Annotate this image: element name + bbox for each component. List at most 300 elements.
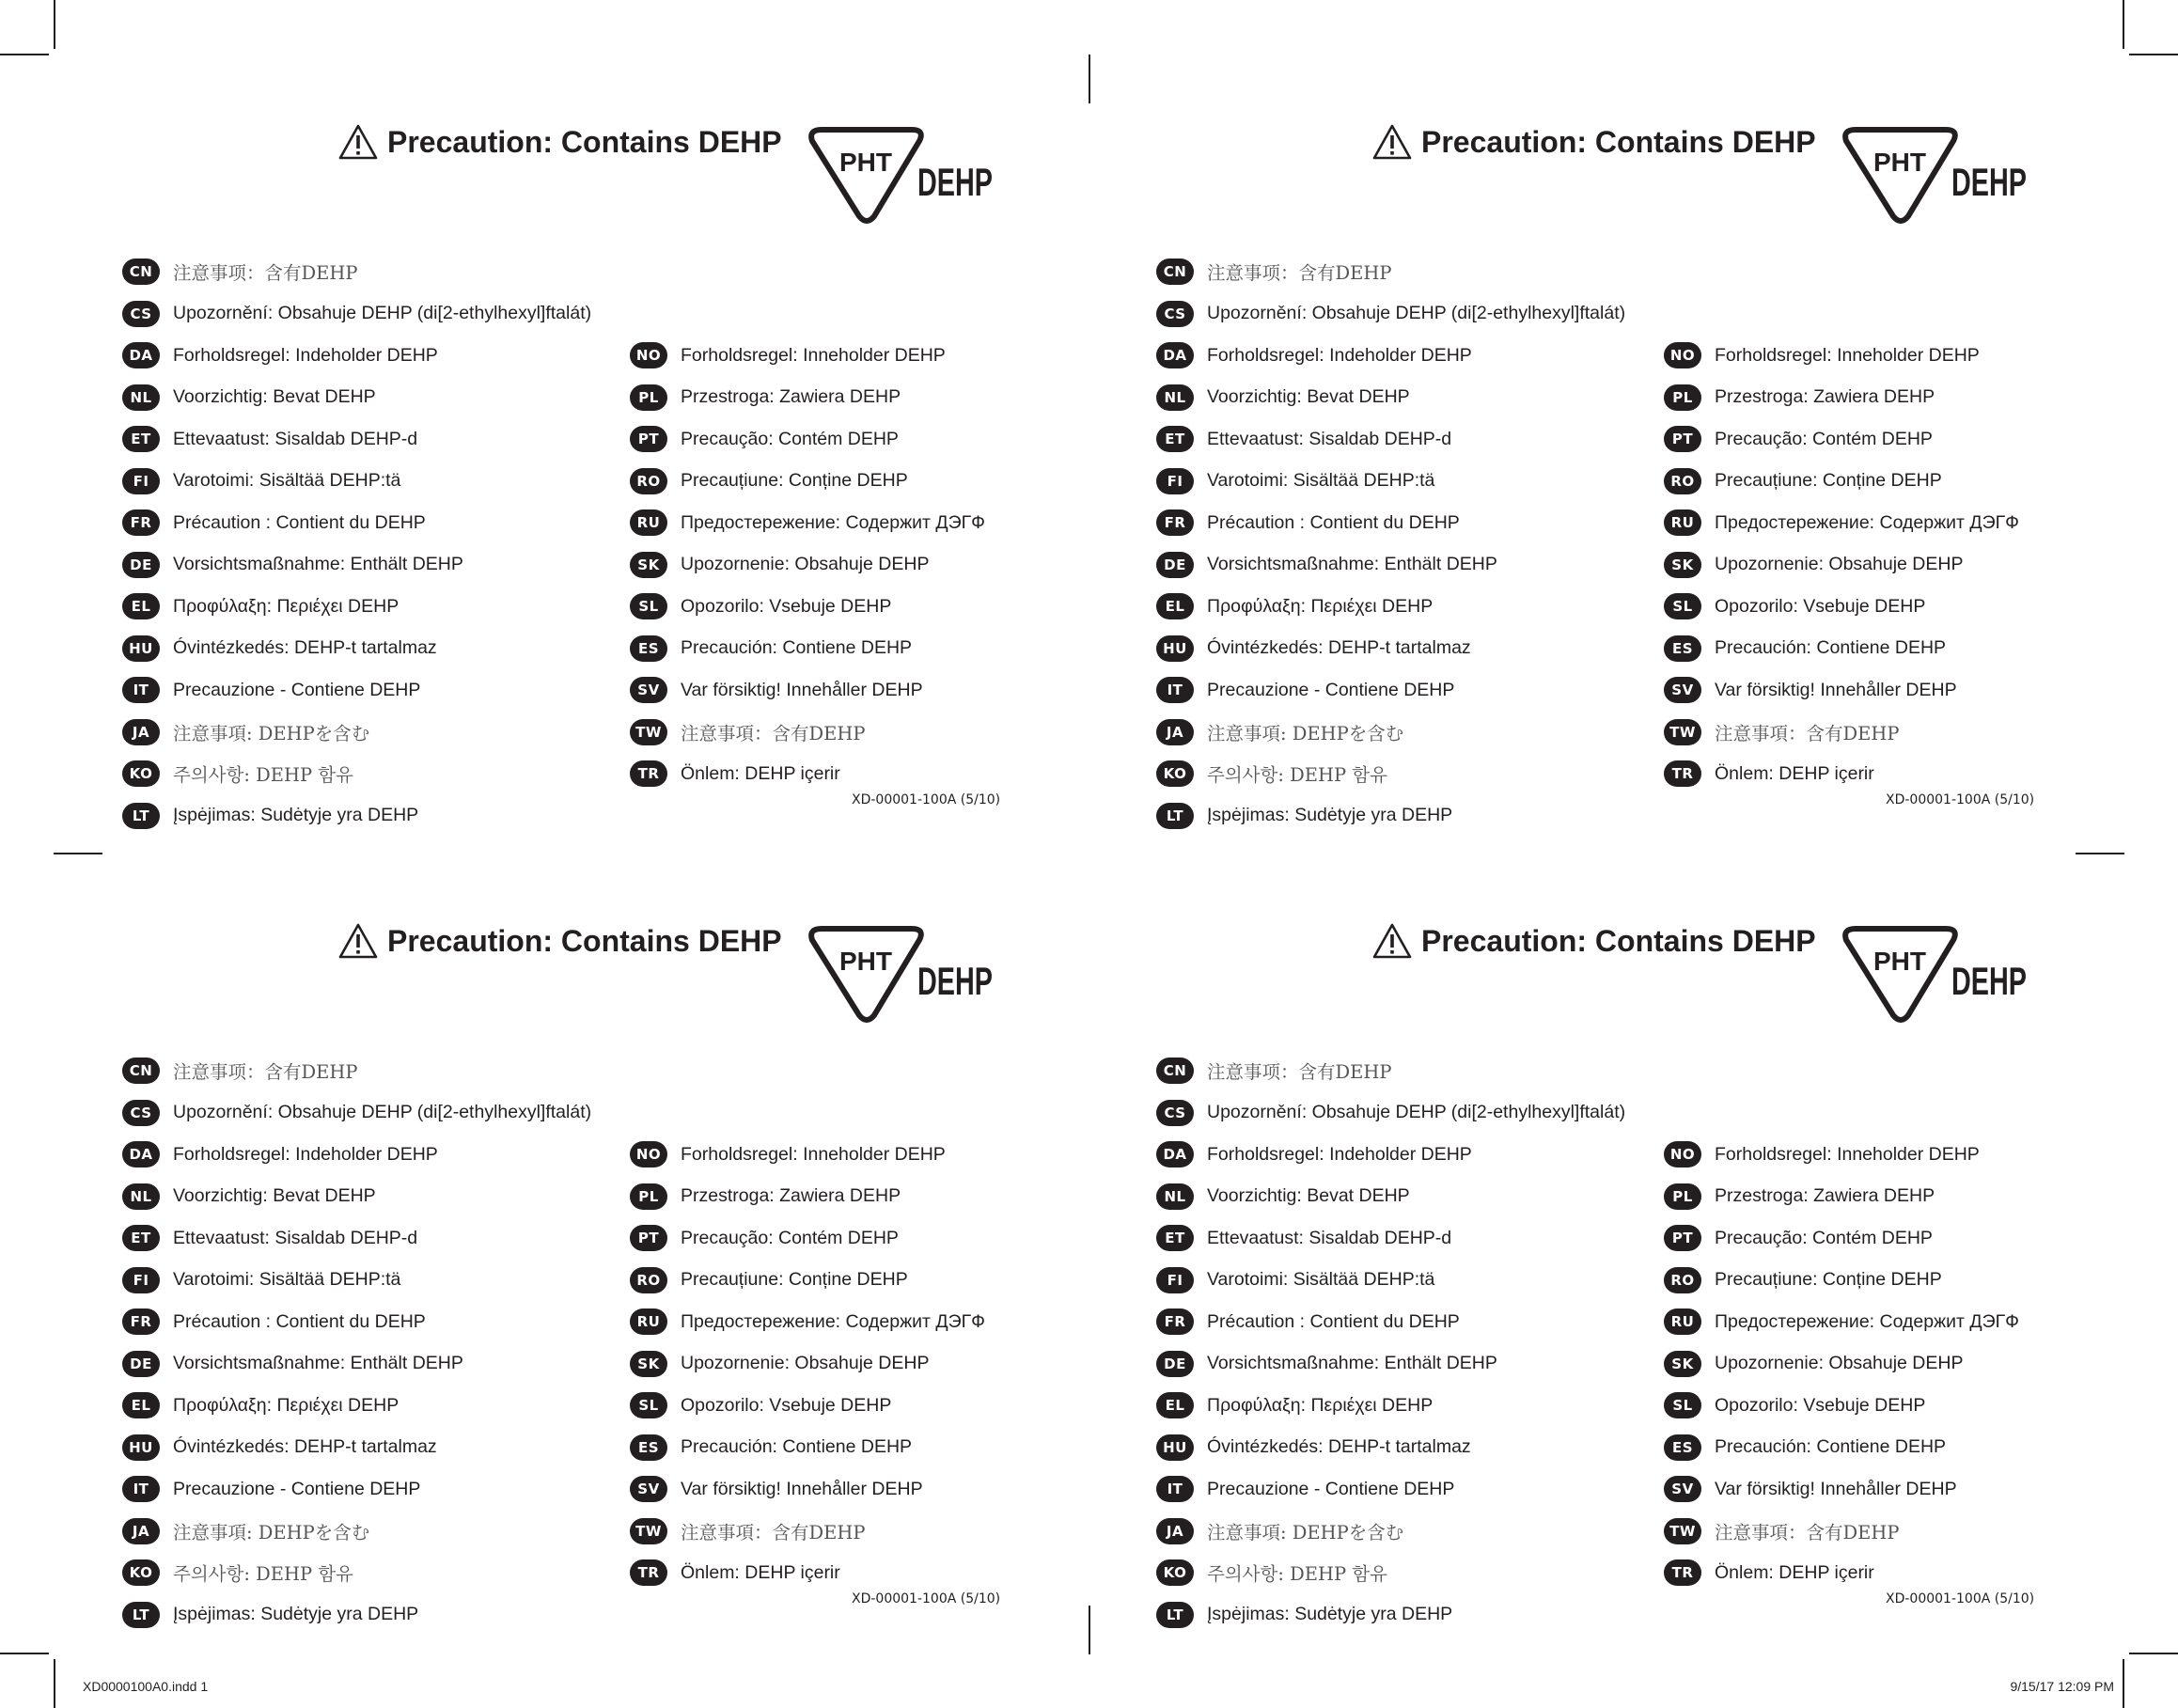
warning-row-lt — [1156, 1597, 1452, 1633]
warning-row-nl — [122, 1179, 376, 1214]
warning-text: Varotoimi: Sisältää DEHP:tä — [1207, 1269, 1435, 1290]
warning-row-ro — [630, 463, 908, 499]
warning-row-sk — [630, 547, 929, 583]
warning-row-it — [122, 1471, 420, 1507]
language-code-badge: CS — [1156, 1100, 1194, 1126]
language-code-badge: ES — [630, 635, 667, 662]
language-code-badge: SL — [1664, 1392, 1701, 1418]
warning-row-nl — [1156, 380, 1410, 415]
language-code-badge: LT — [1156, 1602, 1194, 1628]
warning-row-da — [1156, 337, 1472, 373]
warning-text: Ettevaatust: Sisaldab DEHP-d — [173, 428, 418, 449]
warning-text: Upozornění: Obsahuje DEHP (di[2-ethylhexyl]ftalát) — [1207, 303, 1626, 323]
language-code-badge: DE — [1156, 552, 1194, 578]
warning-text: 注意事项：含有DEHP — [1207, 262, 1392, 284]
warning-row-fi — [1156, 1262, 1434, 1298]
warning-row-el — [122, 588, 399, 624]
warning-text: Önlem: DEHP içerir — [681, 1561, 840, 1583]
warning-row-ja — [122, 714, 369, 750]
warning-row-sv — [630, 672, 923, 708]
warning-row-no — [630, 1136, 946, 1172]
warning-text: 注意事項: DEHPを含む — [173, 1521, 370, 1543]
warning-text: Varotoimi: Sisältää DEHP:tä — [173, 1269, 401, 1290]
warning-text: Предостережение: Содержит ДЭГФ — [681, 511, 985, 533]
warning-text: Var försiktig! Innehåller DEHP — [1715, 679, 1957, 700]
logo-symbol-text: PHT — [1873, 148, 1926, 177]
warning-text: Upozornění: Obsahuje DEHP (di[2-ethylhexyl]ftalát) — [173, 1102, 592, 1122]
warning-text: Įspėjimas: Sudėtyje yra DEHP — [1207, 805, 1453, 825]
language-code-badge: ET — [122, 426, 160, 452]
warning-text: Précaution : Contient du DEHP — [173, 1310, 426, 1332]
language-code-badge: DE — [1156, 1351, 1194, 1377]
language-code-badge: SK — [630, 552, 667, 578]
language-code-badge: PL — [630, 384, 667, 411]
warning-row-et — [1156, 1220, 1451, 1256]
warning-text: Precauțiune: Conține DEHP — [1715, 1269, 1942, 1290]
warning-row-tw — [630, 1513, 866, 1549]
warning-row-fi — [1156, 463, 1434, 499]
panel-title — [1372, 124, 1816, 160]
language-code-badge: SL — [630, 593, 667, 619]
warning-text: Upozornenie: Obsahuje DEHP — [1715, 554, 1964, 574]
warning-row-fr — [1156, 1304, 1460, 1340]
language-code-badge: KO — [1156, 760, 1194, 787]
warning-text: Vorsichtsmaßnahme: Enthält DEHP — [173, 1353, 463, 1373]
warning-text: Precauțiune: Conține DEHP — [681, 1269, 908, 1290]
warning-row-de — [122, 1346, 463, 1382]
panel-title — [338, 923, 782, 959]
language-code-badge: EL — [1156, 1392, 1194, 1418]
warning-row-de — [1156, 547, 1497, 583]
pht-dehp-logo — [801, 122, 1003, 226]
warning-text: Προφύλαξη: Περιέχει DEHP — [1207, 1394, 1434, 1416]
title-text: Precaution: Contains DEHP — [1421, 124, 1816, 159]
warning-text: Óvintézkedés: DEHP-t tartalmaz — [1207, 637, 1471, 658]
language-code-badge: CN — [122, 1058, 160, 1084]
language-code-badge: JA — [1156, 1518, 1194, 1544]
warning-text: Įspėjimas: Sudėtyje yra DEHP — [173, 805, 419, 825]
warning-text: Precauzione - Contiene DEHP — [1207, 679, 1455, 700]
warning-text: Upozornenie: Obsahuje DEHP — [681, 1353, 930, 1373]
label-panel — [94, 855, 1090, 1624]
warning-text: Forholdsregel: Inneholder DEHP — [1715, 344, 1980, 366]
warning-row-tr — [1664, 1555, 1874, 1590]
print-slug-datetime: 9/15/17 12:09 PM — [2010, 1679, 2114, 1694]
warning-row-pl — [630, 380, 901, 415]
language-code-badge: TW — [1664, 1518, 1701, 1544]
warning-row-pl — [1664, 1179, 1935, 1214]
language-code-badge: TR — [1664, 1559, 1701, 1586]
warning-row-nl — [1156, 1179, 1410, 1214]
warning-row-pt — [1664, 421, 1933, 457]
warning-text: Forholdsregel: Indeholder DEHP — [173, 1143, 438, 1165]
language-code-badge: JA — [122, 719, 160, 745]
warning-row-el — [122, 1387, 399, 1423]
warning-text: Forholdsregel: Inneholder DEHP — [681, 1143, 946, 1165]
warning-text: Varotoimi: Sisältää DEHP:tä — [173, 470, 401, 491]
warning-row-fr — [1156, 505, 1460, 541]
language-code-badge: FR — [1156, 509, 1194, 536]
language-code-badge: SV — [630, 677, 667, 703]
warning-text: Upozornenie: Obsahuje DEHP — [681, 554, 930, 574]
label-panel — [1128, 855, 2124, 1624]
warning-row-sk — [630, 1346, 929, 1382]
warning-row-pt — [630, 421, 899, 457]
warning-text: Óvintézkedés: DEHP-t tartalmaz — [173, 637, 437, 658]
warning-text: Предостережение: Содержит ДЭГФ — [1715, 1310, 2019, 1332]
language-code-badge: NL — [1156, 384, 1194, 411]
warning-text: Przestroga: Zawiera DEHP — [1715, 386, 1935, 407]
warning-row-tw — [1664, 1513, 1900, 1549]
warning-row-ko — [1156, 1555, 1387, 1590]
warning-row-ro — [630, 1262, 908, 1298]
warning-text: Przestroga: Zawiera DEHP — [1715, 1185, 1935, 1206]
warning-row-et — [122, 1220, 417, 1256]
warning-row-no — [1664, 1136, 1980, 1172]
language-code-badge: TW — [630, 1518, 667, 1544]
warning-text: 注意事项：含有DEHP — [173, 1061, 358, 1083]
warning-text: Voorzichtig: Bevat DEHP — [1207, 1185, 1410, 1206]
crop-mark — [0, 1653, 49, 1654]
warning-row-hu — [122, 1430, 437, 1465]
language-code-badge: FI — [122, 1267, 160, 1293]
warning-row-tr — [630, 756, 840, 791]
crop-mark — [54, 1659, 55, 1708]
warning-text: 주의사항: DEHP 함유 — [1207, 1563, 1387, 1585]
warning-text: Önlem: DEHP içerir — [1715, 1561, 1874, 1583]
crop-mark — [2129, 54, 2178, 55]
warning-text: Įspėjimas: Sudėtyje yra DEHP — [1207, 1604, 1453, 1624]
warning-row-de — [122, 547, 463, 583]
warning-row-cs — [1156, 296, 1625, 332]
language-code-badge: KO — [1156, 1559, 1194, 1586]
warning-row-no — [630, 337, 946, 373]
language-code-badge: RU — [1664, 1308, 1701, 1335]
warning-row-da — [122, 1136, 438, 1172]
language-code-badge: FR — [122, 509, 160, 536]
logo-side-text: DEHP — [917, 160, 993, 204]
language-code-badge: FI — [122, 468, 160, 494]
language-code-badge: DA — [1156, 342, 1194, 368]
language-code-badge: HU — [1156, 1434, 1194, 1461]
warning-row-tw — [630, 714, 866, 750]
pht-dehp-logo — [801, 921, 1003, 1025]
crop-mark — [54, 0, 55, 49]
panel-title — [1372, 923, 1816, 959]
language-code-badge: RO — [630, 468, 667, 494]
warning-text: 注意事項: DEHPを含む — [173, 722, 370, 744]
warning-row-cn — [122, 254, 358, 290]
language-code-badge: CS — [122, 301, 160, 327]
language-code-badge: DE — [122, 1351, 160, 1377]
warning-row-pt — [630, 1220, 899, 1256]
language-code-badge: HU — [1156, 635, 1194, 662]
language-code-badge: CS — [1156, 301, 1194, 327]
warning-row-no — [1664, 337, 1980, 373]
warning-text: Precaução: Contém DEHP — [681, 1227, 899, 1248]
pht-dehp-logo — [1835, 122, 2037, 226]
language-code-badge: IT — [122, 1476, 160, 1502]
warning-text: Precauzione - Contiene DEHP — [173, 679, 421, 700]
document-reference-code: XD-00001-100A (5/10) — [852, 1591, 1001, 1606]
warning-text: 注意事项：含有DEHP — [173, 262, 358, 284]
language-code-badge: SL — [1664, 593, 1701, 619]
warning-row-ko — [122, 756, 353, 791]
warning-triangle-icon — [1372, 124, 1412, 160]
warning-text: 주의사항: DEHP 함유 — [1207, 764, 1387, 786]
fold-mark — [2076, 853, 2124, 854]
warning-row-fr — [122, 505, 426, 541]
language-code-badge: TW — [1664, 719, 1701, 745]
language-code-badge: NO — [1664, 1141, 1701, 1167]
panel-title — [338, 124, 782, 160]
warning-text: Przestroga: Zawiera DEHP — [681, 386, 901, 407]
warning-text: Precaución: Contiene DEHP — [1715, 637, 1947, 658]
warning-text: Προφύλαξη: Περιέχει DEHP — [173, 595, 400, 617]
language-code-badge: RO — [1664, 468, 1701, 494]
language-code-badge: DA — [122, 342, 160, 368]
warning-text: Forholdsregel: Indeholder DEHP — [173, 344, 438, 366]
warning-text: Ettevaatust: Sisaldab DEHP-d — [1207, 1227, 1452, 1248]
warning-text: Var försiktig! Innehåller DEHP — [1715, 1478, 1957, 1499]
warning-text: Precauzione - Contiene DEHP — [1207, 1478, 1455, 1499]
language-code-badge: EL — [122, 1392, 160, 1418]
warning-row-tr — [630, 1555, 840, 1590]
fold-mark — [1089, 1606, 1090, 1654]
language-code-badge: ET — [122, 1225, 160, 1251]
language-code-badge: SV — [630, 1476, 667, 1502]
language-code-badge: SV — [1664, 1476, 1701, 1502]
warning-row-tr — [1664, 756, 1874, 791]
warning-text: 주의사항: DEHP 함유 — [173, 1563, 353, 1585]
language-code-badge: ET — [1156, 426, 1194, 452]
warning-row-ru — [630, 505, 985, 541]
language-code-badge: SV — [1664, 677, 1701, 703]
warning-text: Предостережение: Содержит ДЭГФ — [1715, 511, 2019, 533]
language-code-badge: CN — [122, 259, 160, 285]
warning-row-da — [122, 337, 438, 373]
warning-row-lt — [122, 1597, 418, 1633]
language-code-badge: TR — [630, 1559, 667, 1586]
language-code-badge: FI — [1156, 468, 1194, 494]
warning-row-lt — [1156, 798, 1452, 834]
warning-text: Varotoimi: Sisältää DEHP:tä — [1207, 470, 1435, 491]
warning-row-es — [630, 1430, 912, 1465]
warning-row-tw — [1664, 714, 1900, 750]
warning-row-es — [1664, 1430, 1946, 1465]
warning-text: Precaución: Contiene DEHP — [1715, 1436, 1947, 1457]
warning-row-de — [1156, 1346, 1497, 1382]
pht-dehp-logo — [1835, 921, 2037, 1025]
warning-triangle-icon — [338, 923, 378, 959]
warning-text: Upozornění: Obsahuje DEHP (di[2-ethylhexyl]ftalát) — [173, 303, 592, 323]
language-code-badge: DA — [1156, 1141, 1194, 1167]
logo-side-text: DEHP — [1951, 959, 2027, 1003]
fold-mark — [54, 853, 102, 854]
language-code-badge: ES — [1664, 1434, 1701, 1461]
warning-text: Προφύλαξη: Περιέχει DEHP — [1207, 595, 1434, 617]
warning-row-cn — [1156, 254, 1392, 290]
warning-row-pl — [630, 1179, 901, 1214]
warning-row-lt — [122, 798, 418, 834]
crop-mark — [2123, 1659, 2124, 1708]
warning-text: Opozorilo: Vsebuje DEHP — [681, 1394, 892, 1416]
language-code-badge: SK — [630, 1351, 667, 1377]
warning-text: Precaución: Contiene DEHP — [681, 1436, 913, 1457]
warning-text: 注意事項: DEHPを含む — [1207, 1521, 1404, 1543]
language-code-badge: RU — [1664, 509, 1701, 536]
language-code-badge: PT — [630, 426, 667, 452]
warning-text: Upozornění: Obsahuje DEHP (di[2-ethylhexyl]ftalát) — [1207, 1102, 1626, 1122]
language-code-badge: CS — [122, 1100, 160, 1126]
warning-text: Voorzichtig: Bevat DEHP — [173, 1185, 376, 1206]
warning-row-ja — [1156, 1513, 1403, 1549]
language-code-badge: HU — [122, 1434, 160, 1461]
warning-text: Forholdsregel: Indeholder DEHP — [1207, 1143, 1472, 1165]
warning-row-it — [1156, 672, 1454, 708]
warning-row-sl — [630, 1387, 891, 1423]
language-code-badge: DA — [122, 1141, 160, 1167]
warning-row-cs — [122, 296, 591, 332]
language-code-badge: SL — [630, 1392, 667, 1418]
language-code-badge: IT — [122, 677, 160, 703]
language-code-badge: NL — [1156, 1183, 1194, 1210]
warning-row-ru — [630, 1304, 985, 1340]
warning-row-ru — [1664, 1304, 2019, 1340]
language-code-badge: LT — [122, 803, 160, 829]
language-code-badge: NO — [1664, 342, 1701, 368]
language-code-badge: NO — [630, 342, 667, 368]
warning-row-cn — [1156, 1053, 1392, 1089]
warning-text: Precaução: Contém DEHP — [1715, 428, 1933, 449]
language-code-badge: FR — [1156, 1308, 1194, 1335]
logo-symbol-text: PHT — [1873, 947, 1926, 976]
warning-text: Ettevaatust: Sisaldab DEHP-d — [1207, 428, 1452, 449]
logo-side-text: DEHP — [1951, 160, 2027, 204]
language-code-badge: JA — [122, 1518, 160, 1544]
language-code-badge: PL — [1664, 384, 1701, 411]
warning-text: Precaução: Contém DEHP — [1715, 1227, 1933, 1248]
warning-row-hu — [122, 631, 437, 666]
warning-row-ru — [1664, 505, 2019, 541]
warning-text: Įspėjimas: Sudėtyje yra DEHP — [173, 1604, 419, 1624]
warning-row-sv — [630, 1471, 923, 1507]
warning-text: Opozorilo: Vsebuje DEHP — [681, 595, 892, 617]
warning-text: 注意事项：含有DEHP — [1207, 1061, 1392, 1083]
language-code-badge: RO — [1664, 1267, 1701, 1293]
language-code-badge: FI — [1156, 1267, 1194, 1293]
warning-row-el — [1156, 588, 1433, 624]
warning-text: Przestroga: Zawiera DEHP — [681, 1185, 901, 1206]
document-reference-code: XD-00001-100A (5/10) — [852, 792, 1001, 807]
warning-text: 注意事項：含有DEHP — [1715, 1521, 1900, 1543]
warning-row-sl — [630, 588, 891, 624]
warning-text: 주의사항: DEHP 함유 — [173, 764, 353, 786]
language-code-badge: LT — [1156, 803, 1194, 829]
warning-text: 注意事項: DEHPを含む — [1207, 722, 1404, 744]
language-code-badge: NL — [122, 384, 160, 411]
warning-text: Voorzichtig: Bevat DEHP — [173, 386, 376, 407]
language-code-badge: CN — [1156, 1058, 1194, 1084]
warning-text: Precaução: Contém DEHP — [681, 428, 899, 449]
warning-row-sk — [1664, 547, 1963, 583]
language-code-badge: PL — [1664, 1183, 1701, 1210]
warning-row-da — [1156, 1136, 1472, 1172]
crop-mark — [0, 54, 49, 55]
warning-text: Precauzione - Contiene DEHP — [173, 1478, 421, 1499]
language-code-badge: KO — [122, 760, 160, 787]
language-code-badge: TW — [630, 719, 667, 745]
document-reference-code: XD-00001-100A (5/10) — [1886, 792, 2035, 807]
language-code-badge: TR — [630, 760, 667, 787]
warning-row-et — [122, 421, 417, 457]
language-code-badge: NL — [122, 1183, 160, 1210]
warning-text: Óvintézkedés: DEHP-t tartalmaz — [173, 1436, 437, 1457]
warning-row-pl — [1664, 380, 1935, 415]
warning-row-ro — [1664, 1262, 1942, 1298]
language-code-badge: PT — [630, 1225, 667, 1251]
warning-row-et — [1156, 421, 1451, 457]
print-slug-filename: XD0000100A0.indd 1 — [83, 1679, 209, 1694]
language-code-badge: SK — [1664, 1351, 1701, 1377]
language-code-badge: PT — [1664, 426, 1701, 452]
crop-mark — [2129, 1653, 2178, 1654]
warning-text: Voorzichtig: Bevat DEHP — [1207, 386, 1410, 407]
title-text: Precaution: Contains DEHP — [387, 124, 782, 159]
title-text: Precaution: Contains DEHP — [387, 923, 782, 958]
warning-text: Vorsichtsmaßnahme: Enthält DEHP — [1207, 1353, 1497, 1373]
warning-row-sl — [1664, 588, 1925, 624]
warning-row-cs — [122, 1095, 591, 1131]
warning-row-it — [122, 672, 420, 708]
warning-row-cs — [1156, 1095, 1625, 1131]
warning-text: Ettevaatust: Sisaldab DEHP-d — [173, 1227, 418, 1248]
logo-symbol-text: PHT — [839, 148, 892, 177]
language-code-badge: HU — [122, 635, 160, 662]
warning-text: Vorsichtsmaßnahme: Enthält DEHP — [173, 554, 463, 574]
warning-row-sv — [1664, 672, 1957, 708]
warning-row-hu — [1156, 631, 1471, 666]
language-code-badge: JA — [1156, 719, 1194, 745]
language-code-badge: PT — [1664, 1225, 1701, 1251]
warning-text: Précaution : Contient du DEHP — [1207, 511, 1460, 533]
language-code-badge: CN — [1156, 259, 1194, 285]
warning-row-el — [1156, 1387, 1433, 1423]
warning-text: Var försiktig! Innehåller DEHP — [681, 679, 923, 700]
label-panel — [94, 56, 1090, 825]
warning-text: Vorsichtsmaßnahme: Enthält DEHP — [1207, 554, 1497, 574]
warning-row-cn — [122, 1053, 358, 1089]
document-reference-code: XD-00001-100A (5/10) — [1886, 1591, 2035, 1606]
language-code-badge: LT — [122, 1602, 160, 1628]
warning-text: Forholdsregel: Indeholder DEHP — [1207, 344, 1472, 366]
warning-text: Precauțiune: Conține DEHP — [1715, 470, 1942, 491]
warning-row-ja — [122, 1513, 369, 1549]
language-code-badge: SK — [1664, 552, 1701, 578]
warning-row-sv — [1664, 1471, 1957, 1507]
warning-text: Προφύλαξη: Περιέχει DEHP — [173, 1394, 400, 1416]
warning-row-ko — [1156, 756, 1387, 791]
logo-symbol-text: PHT — [839, 947, 892, 976]
logo-side-text: DEHP — [917, 959, 993, 1003]
language-code-badge: ES — [1664, 635, 1701, 662]
warning-text: 注意事項：含有DEHP — [681, 722, 866, 744]
title-text: Precaution: Contains DEHP — [1421, 923, 1816, 958]
warning-text: Précaution : Contient du DEHP — [173, 511, 426, 533]
language-code-badge: RU — [630, 509, 667, 536]
warning-triangle-icon — [338, 124, 378, 160]
label-panel — [1128, 56, 2124, 825]
